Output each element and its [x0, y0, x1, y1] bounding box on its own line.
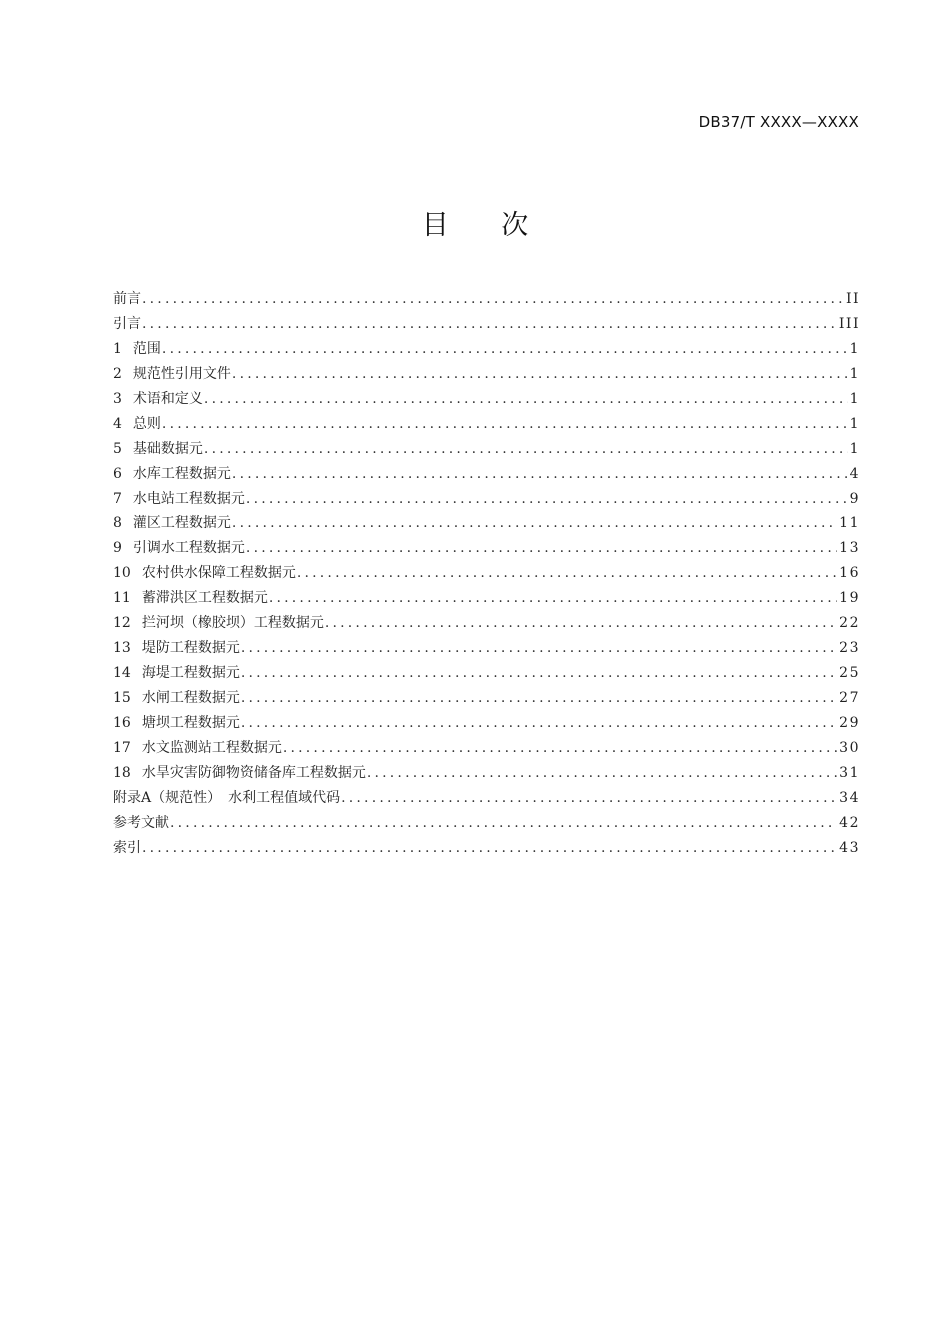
- toc-entry-label: 引调水工程数据元: [132, 540, 245, 557]
- toc-dot-leader: [283, 736, 837, 761]
- toc-entry-number: 13: [113, 640, 131, 657]
- toc-entry-label: 灌区工程数据元: [132, 515, 231, 532]
- toc-entry-page: 13: [839, 540, 860, 557]
- toc-entry-number: 10: [113, 565, 131, 582]
- toc-entry[interactable]: [113, 686, 860, 711]
- toc-entry[interactable]: [113, 412, 860, 437]
- toc-entry-page: 31: [839, 764, 860, 781]
- toc-entry-label: 索引: [113, 839, 141, 856]
- toc-entry-number: 12: [113, 615, 131, 632]
- toc-entry[interactable]: [113, 586, 860, 611]
- toc-entry-number: 6: [113, 465, 122, 482]
- toc-entry-number: 5: [113, 440, 122, 457]
- toc-entry-number: 11: [113, 590, 131, 607]
- toc-entry-label: 术语和定义: [132, 390, 203, 407]
- document-code: DB37/T XXXX—XXXX: [698, 113, 859, 131]
- toc-entry-number: 7: [113, 490, 122, 507]
- toc-entry-number: 4: [113, 415, 122, 432]
- toc-entry-label: 水文监测站工程数据元: [141, 739, 282, 756]
- toc-entry-label: 水库工程数据元: [132, 465, 231, 482]
- toc-entry-label: 农村供水保障工程数据元: [141, 565, 296, 582]
- toc-entry-label: 水闸工程数据元: [141, 690, 240, 706]
- toc-dot-leader: [162, 337, 848, 362]
- toc-entry-page: 27: [839, 690, 860, 706]
- toc-entry-number: 17: [113, 739, 131, 756]
- toc-entry-number: 9: [113, 540, 122, 557]
- toc-dot-leader: [297, 561, 837, 586]
- toc-entry[interactable]: [113, 761, 860, 786]
- toc-entry-page: III: [838, 315, 860, 332]
- toc-entry[interactable]: [113, 786, 860, 811]
- toc-entry-label: 总则: [132, 415, 161, 432]
- toc-dot-leader: [241, 636, 837, 661]
- toc-entry[interactable]: [113, 337, 860, 362]
- toc-entry[interactable]: [113, 836, 860, 861]
- toc-entry-label: 基础数据元: [132, 440, 203, 457]
- toc-entry-label: 范围: [132, 340, 161, 357]
- toc-entry-number: 16: [113, 714, 131, 731]
- toc-entry-number: 14: [113, 665, 131, 682]
- toc-dot-leader: [142, 312, 837, 337]
- toc-entry-label: 拦河坝（橡胶坝）工程数据元: [141, 615, 324, 632]
- toc-entry-page: 42: [839, 814, 860, 831]
- toc-entry-page: 29: [839, 714, 860, 731]
- toc-entry-page: 30: [839, 739, 860, 756]
- toc-entry-label: 引言: [113, 315, 141, 332]
- toc-entry-label: 蓄滞洪区工程数据元: [141, 590, 268, 607]
- toc-entry-label: 堤防工程数据元: [141, 640, 240, 657]
- toc-dot-leader: [269, 586, 837, 611]
- toc-dot-leader: [241, 661, 837, 686]
- toc-entry[interactable]: [113, 487, 860, 512]
- toc-entry-page: 23: [839, 640, 860, 657]
- toc-entry-page: 4: [849, 465, 860, 482]
- toc-dot-leader: [241, 711, 837, 736]
- toc-entry[interactable]: [113, 636, 860, 661]
- toc-dot-leader: [204, 387, 848, 412]
- toc-dot-leader: [232, 511, 837, 536]
- toc-entry-page: 25: [839, 665, 860, 682]
- toc-dot-leader: [142, 836, 837, 861]
- toc-entry[interactable]: [113, 511, 860, 536]
- toc-entry[interactable]: [113, 661, 860, 686]
- toc-entry-page: 1: [849, 390, 860, 407]
- toc-entry[interactable]: [113, 312, 860, 337]
- toc-dot-leader: [232, 362, 848, 387]
- toc-entry-label: 塘坝工程数据元: [141, 714, 240, 731]
- toc-entry-page: 43: [839, 839, 860, 856]
- toc-entry-label: 规范性引用文件: [132, 365, 231, 382]
- toc-entry-label: 参考文献: [113, 814, 169, 831]
- toc-entry-page: 22: [839, 615, 860, 632]
- toc-dot-leader: [241, 686, 837, 711]
- toc-entry[interactable]: [113, 711, 860, 736]
- toc-title: 目 次: [421, 210, 551, 241]
- toc-entry-label: 水电站工程数据元: [132, 490, 245, 507]
- toc-entry-page: II: [845, 291, 860, 307]
- toc-dot-leader: [204, 437, 848, 462]
- toc-entry-number: 18: [113, 764, 131, 781]
- toc-dot-leader: [170, 811, 837, 836]
- toc-entry[interactable]: [113, 362, 860, 387]
- toc-entry[interactable]: [113, 561, 860, 586]
- toc-dot-leader: [341, 786, 837, 811]
- toc-entry-number: 1: [113, 340, 122, 357]
- toc-dot-leader: [246, 536, 837, 561]
- toc-entry[interactable]: [113, 811, 860, 836]
- toc-entry[interactable]: [113, 462, 860, 487]
- toc-dot-leader: [142, 287, 844, 312]
- toc-entry-page: 1: [849, 415, 860, 432]
- toc-entry-number: 2: [113, 365, 122, 382]
- toc-entry-label: 附录A（规范性） 水利工程值域代码: [113, 789, 341, 806]
- toc-dot-leader: [246, 487, 848, 512]
- toc-entry[interactable]: [113, 287, 860, 312]
- toc-entry-page: 34: [839, 789, 860, 806]
- toc-dot-leader: [325, 611, 837, 636]
- toc-entry-page: 19: [839, 590, 860, 607]
- toc-entry-page: 1: [849, 365, 860, 382]
- toc-entry-page: 1: [849, 440, 860, 457]
- toc-dot-leader: [367, 761, 837, 786]
- toc-entry-page: 9: [849, 490, 860, 507]
- toc-entry-page: 16: [839, 565, 860, 582]
- toc-entry[interactable]: [113, 387, 860, 412]
- toc-entry[interactable]: [113, 611, 860, 636]
- toc-entry-number: 8: [113, 515, 122, 532]
- toc-dot-leader: [162, 412, 848, 437]
- toc-entry-number: 15: [113, 690, 131, 706]
- toc-entry-label: 海堤工程数据元: [141, 665, 240, 682]
- toc-entry[interactable]: [113, 536, 860, 561]
- toc-entry-label: 前言: [113, 291, 141, 307]
- toc-entry[interactable]: [113, 437, 860, 462]
- toc-entry-page: 1: [849, 340, 860, 357]
- toc-entry[interactable]: [113, 736, 860, 761]
- toc-entry-number: 3: [113, 390, 122, 407]
- toc-dot-leader: [232, 462, 848, 487]
- toc-entry-page: 11: [839, 515, 860, 532]
- table-of-contents: [113, 287, 860, 861]
- toc-entry-label: 水旱灾害防御物资储备库工程数据元: [141, 764, 366, 781]
